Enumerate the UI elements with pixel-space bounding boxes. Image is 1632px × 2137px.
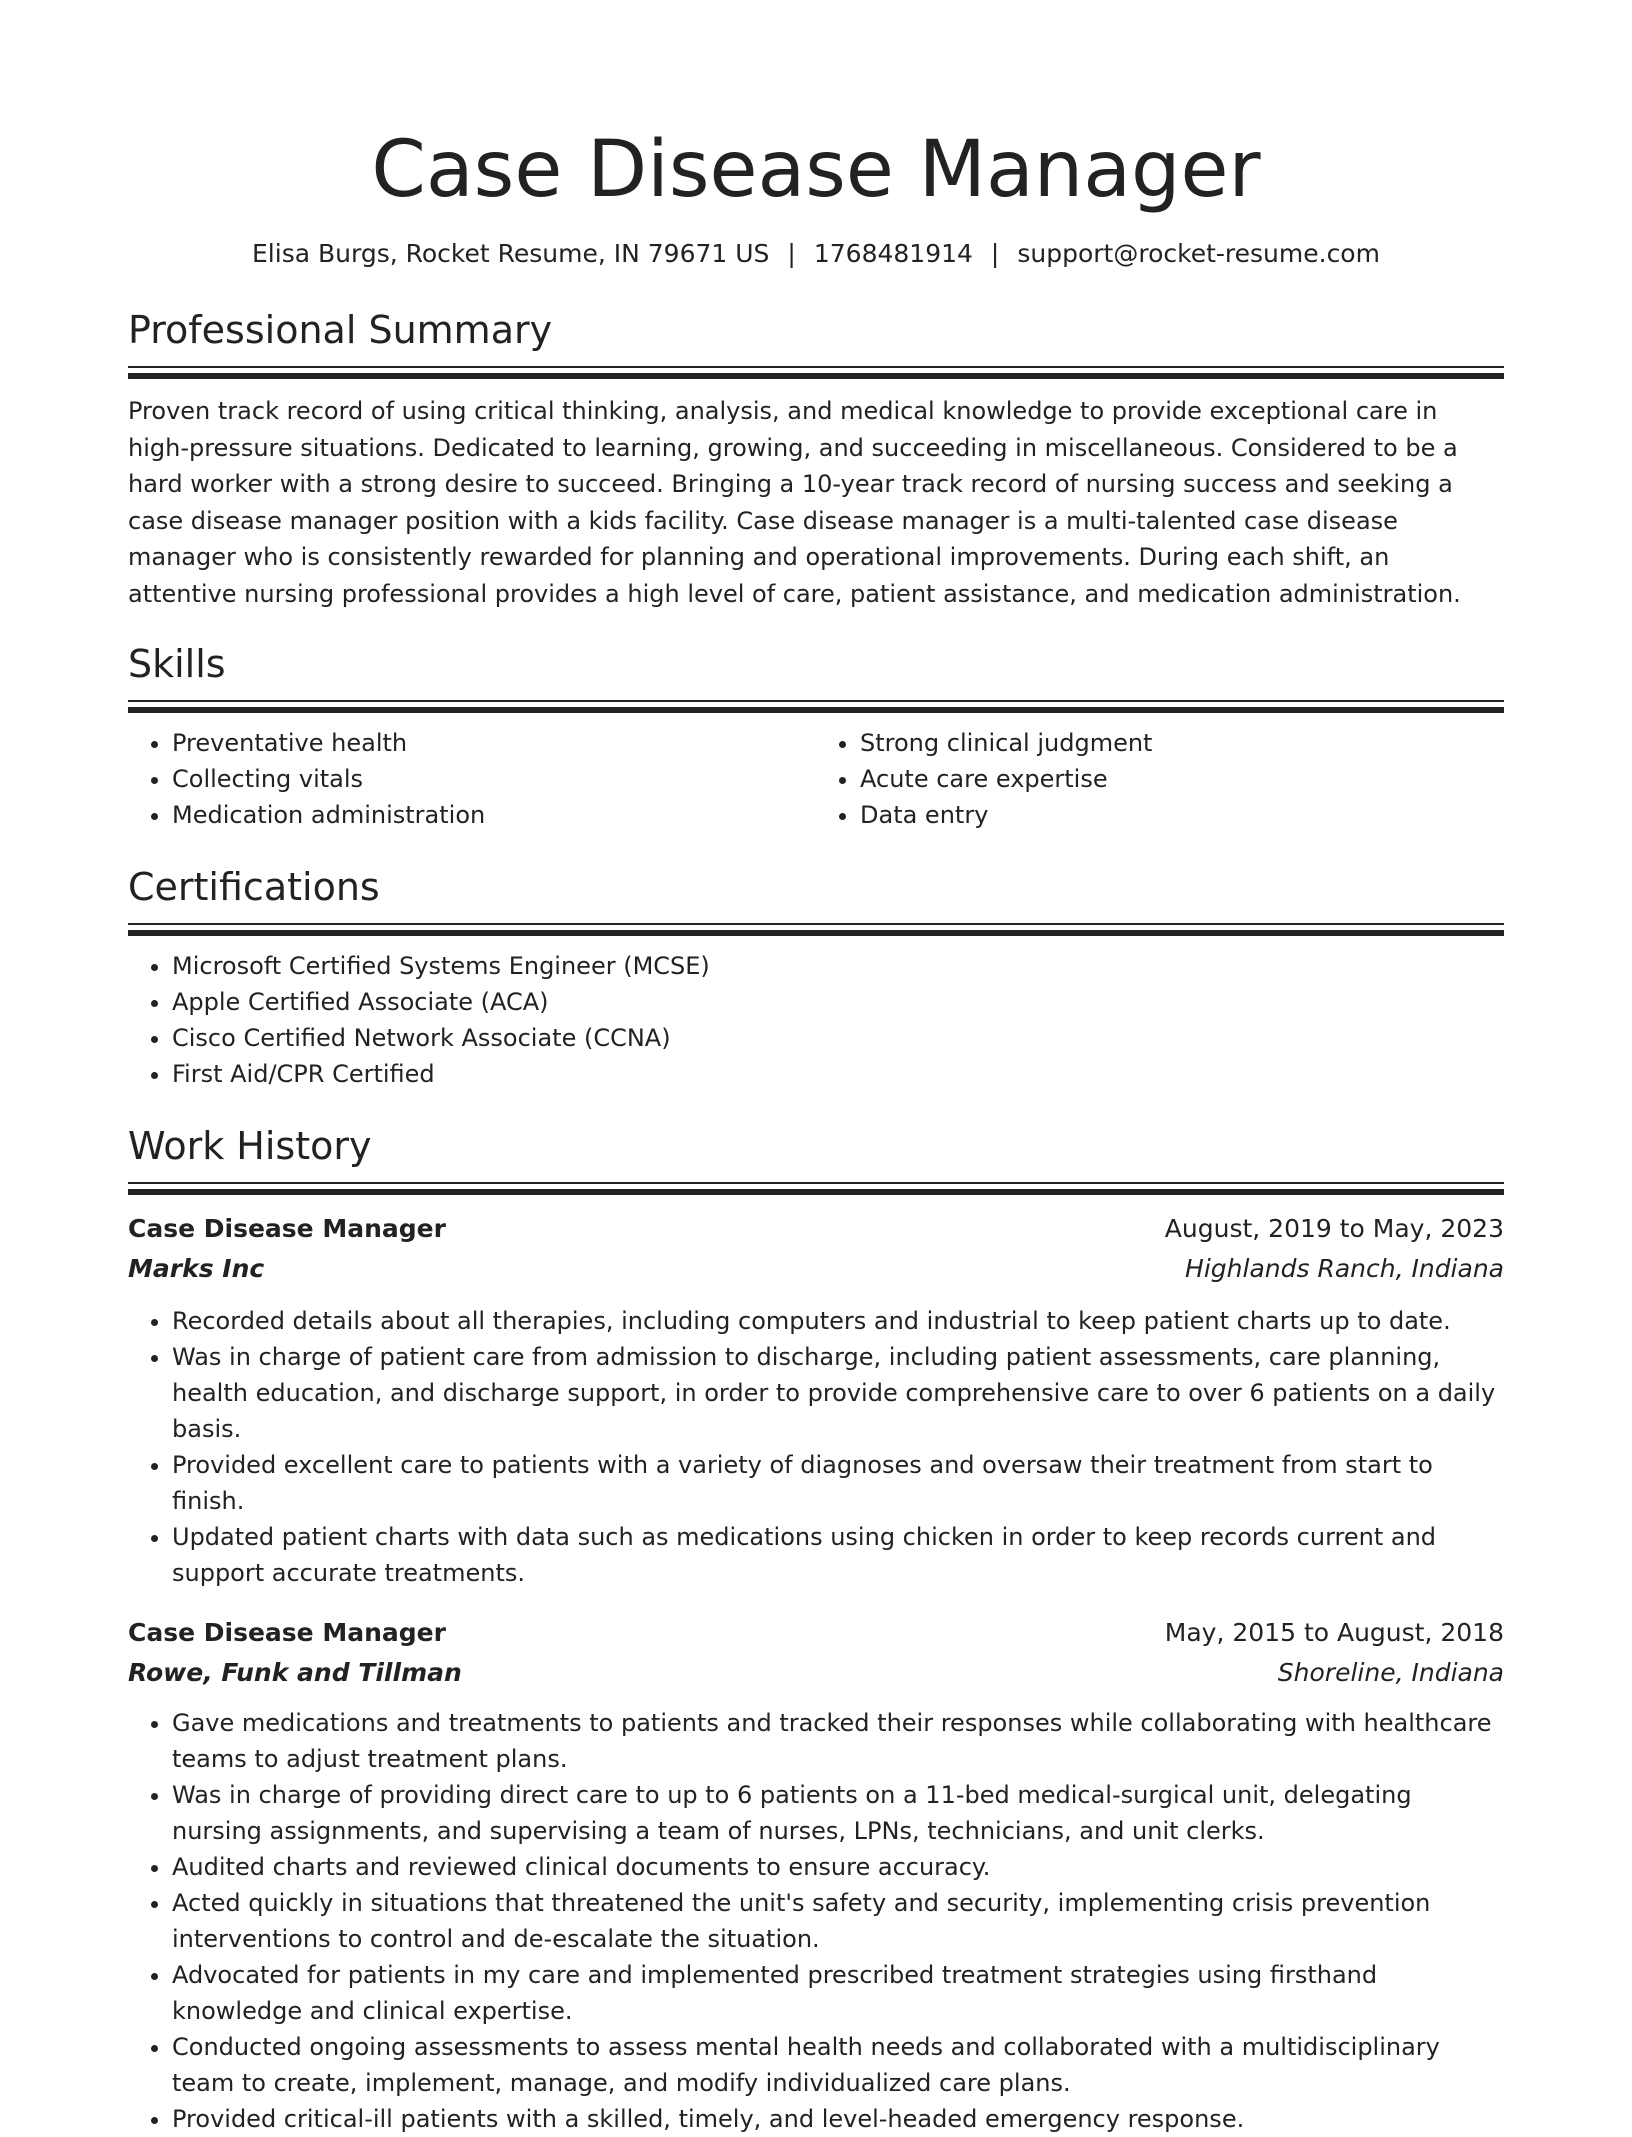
job-bullet: • Provided excellent care to patients with a variety of diagnoses and oversaw their treatment from start to finish. (172, 1447, 1504, 1519)
section-divider (128, 366, 1504, 379)
job-company: Marks Inc (128, 1254, 265, 1283)
contact-phone: 1768481914 (813, 239, 973, 268)
section-heading: Professional Summary (128, 308, 553, 352)
certification-item: • Microsoft Certified Systems Engineer (MCSE) (172, 948, 1504, 984)
section-heading: Certifications (128, 865, 380, 909)
job-title: Case Disease Manager (128, 1618, 446, 1647)
job-location: Highlands Ranch, Indiana (1185, 1254, 1504, 1283)
certifications-list (128, 948, 1504, 1092)
contact-email[interactable]: support@rocket-resume.com (1017, 239, 1380, 268)
summary-text: Proven track record of using critical thinking, analysis, and medical knowledge to provide exceptional care in high-pressure situations. Dedicated to learning, growing, and succeeding in miscellaneous. Considered to be a hard worker with a strong desire to succeed. Bringing a 10-year track record of nursing success and seeking a case disease manager position with a kids facility. Case disease manager is a multi-talented case disease manager who is consistently rewarded for planning and operational improvements. During each shift, an attentive nursing professional provides a high level of care, patient assistance, and medication administration. (128, 397, 1461, 608)
job-dates: May, 2015 to August, 2018 (1164, 1618, 1504, 1647)
job-bullet: • Gave medications and treatments to patients and tracked their responses while collaborating with healthcare teams to adjust treatment plans. (172, 1705, 1504, 1777)
job-company: Rowe, Funk and Tillman (128, 1658, 462, 1687)
job-subheader (128, 1653, 1504, 1693)
job-header (128, 1209, 1504, 1249)
certification-item: • Cisco Certified Network Associate (CCNA) (172, 1020, 1504, 1056)
work-history-section (128, 1122, 1504, 2137)
job-bullet: • Audited charts and reviewed clinical documents to ensure accuracy. (172, 1849, 1504, 1885)
job-bullet: • Updated patient charts with data such as medications using chicken in order to keep records current and support accurate treatments. (172, 1519, 1504, 1591)
job-dates: August, 2019 to May, 2023 (1164, 1214, 1504, 1243)
skill-item: • Data entry (860, 797, 1504, 833)
summary-section (128, 306, 1504, 612)
job-subheader (128, 1249, 1504, 1289)
contact-address: Elisa Burgs, Rocket Resume, IN 79671 US (252, 239, 770, 268)
section-heading: Work History (128, 1124, 372, 1168)
section-divider (128, 700, 1504, 713)
skill-item: • Collecting vitals (172, 761, 816, 797)
section-heading: Skills (128, 642, 226, 686)
contact-separator: | (990, 239, 1000, 268)
job-bullets (128, 1303, 1504, 1591)
resume-title: Case Disease Manager (371, 125, 1261, 215)
job-bullet: • Provided critical-ill patients with a skilled, timely, and level-headed emergency response. (172, 2101, 1504, 2137)
skill-item: • Strong clinical judgment (860, 725, 1504, 761)
certifications-section (128, 863, 1504, 1092)
job-location: Shoreline, Indiana (1277, 1658, 1504, 1687)
contact-separator: | (787, 239, 796, 268)
skills-grid (128, 725, 1504, 833)
skills-section (128, 640, 1504, 833)
contact-line (128, 236, 1504, 272)
section-divider (128, 1182, 1504, 1195)
job-entry (128, 1209, 1504, 1591)
certification-item: • Apple Certified Associate (ACA) (172, 984, 1504, 1020)
skills-right-list (816, 725, 1504, 833)
job-header (128, 1613, 1504, 1653)
job-bullets (128, 1705, 1504, 2137)
job-title: Case Disease Manager (128, 1214, 446, 1243)
job-bullet: • Conducted ongoing assessments to assess mental health needs and collaborated with a multidisciplinary team to create, implement, manage, and modify individualized care plans. (172, 2029, 1504, 2101)
job-bullet: • Was in charge of providing direct care to up to 6 patients on a 11-bed medical-surgical unit, delegating nursing assignments, and supervising a team of nurses, LPNs, technicians, and unit clerks. (172, 1777, 1504, 1849)
certification-item: • First Aid/CPR Certified (172, 1056, 1504, 1092)
job-bullet: • Acted quickly in situations that threatened the unit's safety and security, implementing crisis prevention interventions to control and de-escalate the situation. (172, 1885, 1504, 1957)
section-divider (128, 923, 1504, 936)
skills-left-list (128, 725, 816, 833)
skill-item: • Acute care expertise (860, 761, 1504, 797)
job-bullet: • Was in charge of patient care from admission to discharge, including patient assessments, care planning, health education, and discharge support, in order to provide comprehensive care to over 6 patients on a daily basis. (172, 1339, 1504, 1447)
job-entry (128, 1613, 1504, 2137)
job-bullet: • Advocated for patients in my care and implemented prescribed treatment strategies using firsthand knowledge and clinical expertise. (172, 1957, 1504, 2029)
skill-item: • Preventative health (172, 725, 816, 761)
skill-item: • Medication administration (172, 797, 816, 833)
job-bullet: • Recorded details about all therapies, including computers and industrial to keep patient charts up to date. (172, 1303, 1504, 1339)
